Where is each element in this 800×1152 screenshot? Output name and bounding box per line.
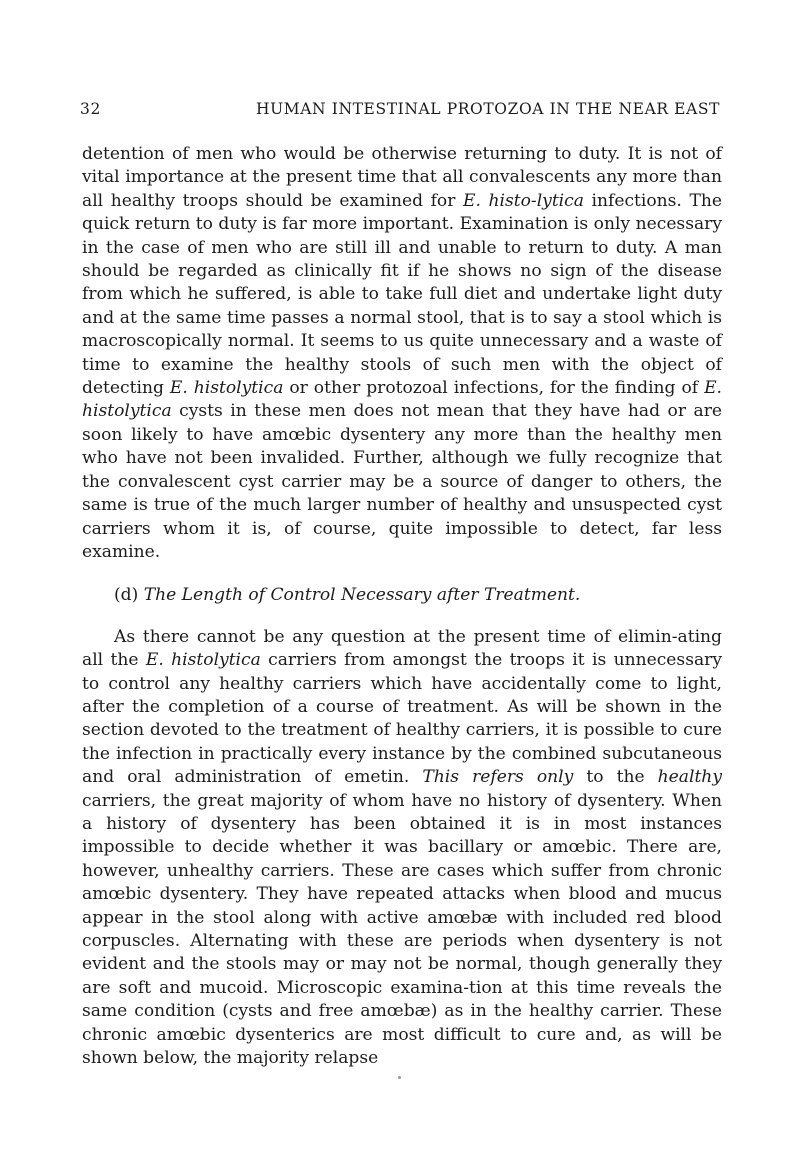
species-name: E. histo-lytica: [463, 190, 584, 211]
text-run: to the: [573, 767, 658, 788]
body-text: [82, 143, 722, 1070]
text-run: detention of men who would be otherwise returning to duty. It is not of vital importance at the present time that all convalescents any more than all healthy troops should be examined for: [82, 144, 722, 211]
running-head: [80, 100, 726, 122]
emphasis: healthy: [657, 767, 722, 788]
section-label: (d): [114, 585, 139, 606]
ink-speck: [398, 1076, 401, 1079]
species-name: E. histolytica: [169, 378, 284, 399]
emphasis: This refers only: [422, 767, 574, 788]
section-heading: [82, 584, 722, 607]
running-title: HUMAN INTESTINAL PROTOZOA IN THE NEAR EAST: [256, 100, 721, 118]
paragraph-continued: [82, 143, 722, 564]
section-title: The Length of Control Necessary after Treatment.: [143, 585, 581, 606]
text-run: carriers from amongst the troops it is unnecessary to control any healthy carriers which have accidentally come to light, after the completion of a course of treatment. As will be shown in the section devoted to the treatment of healthy carriers, it is possible to cure the infection in practically every instance by the combined subcutaneous and oral administration of emetin.: [82, 650, 722, 788]
species-name: E. histolytica: [145, 650, 261, 671]
paragraph: [82, 626, 722, 1071]
text-run: infections. The quick return to duty is far more important. Examination is only necessary in the case of men who are still ill and unable to return to duty. A man should be regarded as clinically fit if he shows no sign of the disease from which he suffered, is able to take full diet and undertake light duty and at the same time passes a normal stool, that is to say a stool which is macroscopically normal. It seems to us quite unnecessary and a waste of time to examine the healthy stools of such men with the object of detecting: [82, 190, 722, 399]
page-number: 32: [80, 100, 101, 118]
text-run: carriers, the great majority of whom have no history of dysentery. When a history of dysentery has been obtained it is in most instances impossible to decide whether it was bacillary or amœbic. There are, however, unhealthy carriers. These are cases which suffer from chronic amœbic dysentery. They have repeated attacks when blood and mucus appear in the stool along with active amœbæ with included red blood corpuscles. Alternating with these are periods when dysentery is not evident and the stools may or may not be normal, though generally they are soft and mucoid. Microscopic examina-tion at this time reveals the same condition (cysts and free amœbæ) as in the healthy carrier. These chronic amœbic dysenterics are most difficult to cure and, as will be shown below, the majority relapse: [82, 790, 722, 1069]
text-run: or other protozoal infections, for the finding of: [283, 378, 705, 399]
text-run: cysts in these men does not mean that they have had or are soon likely to have amœbic dysentery any more than the healthy men who have not been invalided. Further, although we fully recognize that the convalescent cyst carrier may be a source of danger to others, the same is true of the much larger number of healthy and unsuspected cyst carriers whom it is, of course, quite impossible to detect, far less examine.: [82, 401, 722, 562]
species-name: E. histolytica: [82, 378, 722, 422]
text-run: As there cannot be any question at the present time of elimin-ating all the: [82, 626, 722, 671]
